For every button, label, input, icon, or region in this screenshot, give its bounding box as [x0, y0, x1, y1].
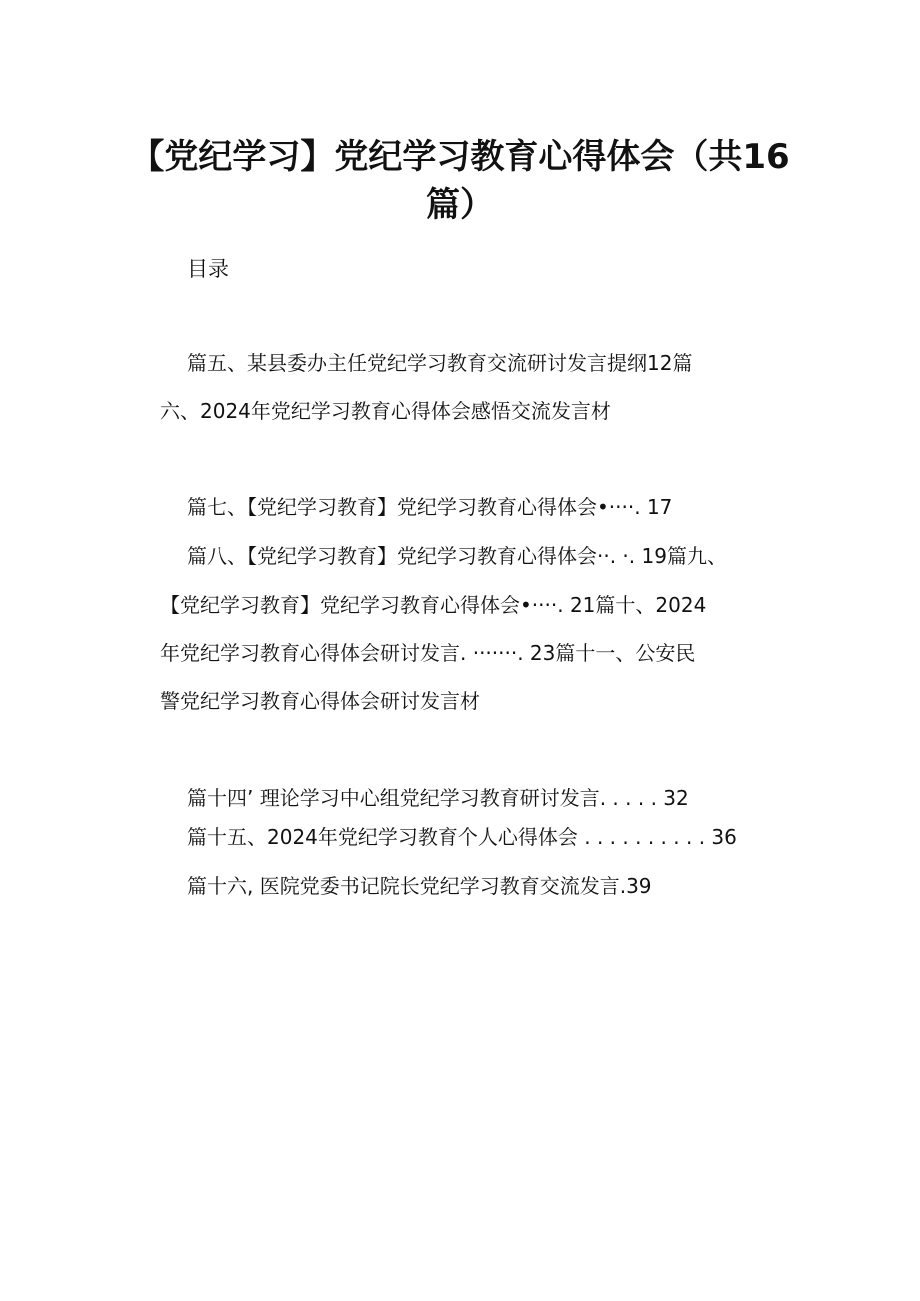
toc-line[interactable]: 篇八、【党纪学习教育】党纪学习教育心得体会··. ·. 19篇九、 — [187, 544, 727, 568]
toc-heading: 目录 — [187, 257, 229, 281]
toc-line[interactable]: 篇十六, 医院党委书记院长党纪学习教育交流发言.39 — [187, 874, 652, 898]
toc-line[interactable]: 篇十四’ 理论学习中心组党纪学习教育研讨发言. . . . . 32 — [187, 786, 689, 810]
toc-line[interactable]: 警党纪学习教育心得体会研讨发言材 — [160, 689, 480, 713]
toc-line[interactable]: 篇七、【党纪学习教育】党纪学习教育心得体会•····. 17 — [187, 495, 673, 519]
toc-line[interactable]: 篇五、某县委办主任党纪学习教育交流研讨发言提纲12篇 — [187, 351, 693, 375]
page-title — [130, 133, 790, 229]
toc-line[interactable]: 六、2024年党纪学习教育心得体会感悟交流发言材 — [160, 399, 611, 423]
title-line-1: 【党纪学习】党纪学习教育心得体会（共16 — [130, 137, 790, 177]
title-line-2: 篇） — [426, 185, 494, 225]
toc-line[interactable]: 年党纪学习教育心得体会研讨发言. ·······. 23篇十一、公安民 — [160, 641, 696, 665]
toc-line[interactable]: 篇十五、2024年党纪学习教育个人心得体会 . . . . . . . . . . 36 — [187, 825, 737, 849]
toc-line[interactable]: 【党纪学习教育】党纪学习教育心得体会•····. 21篇十、2024 — [160, 593, 707, 617]
